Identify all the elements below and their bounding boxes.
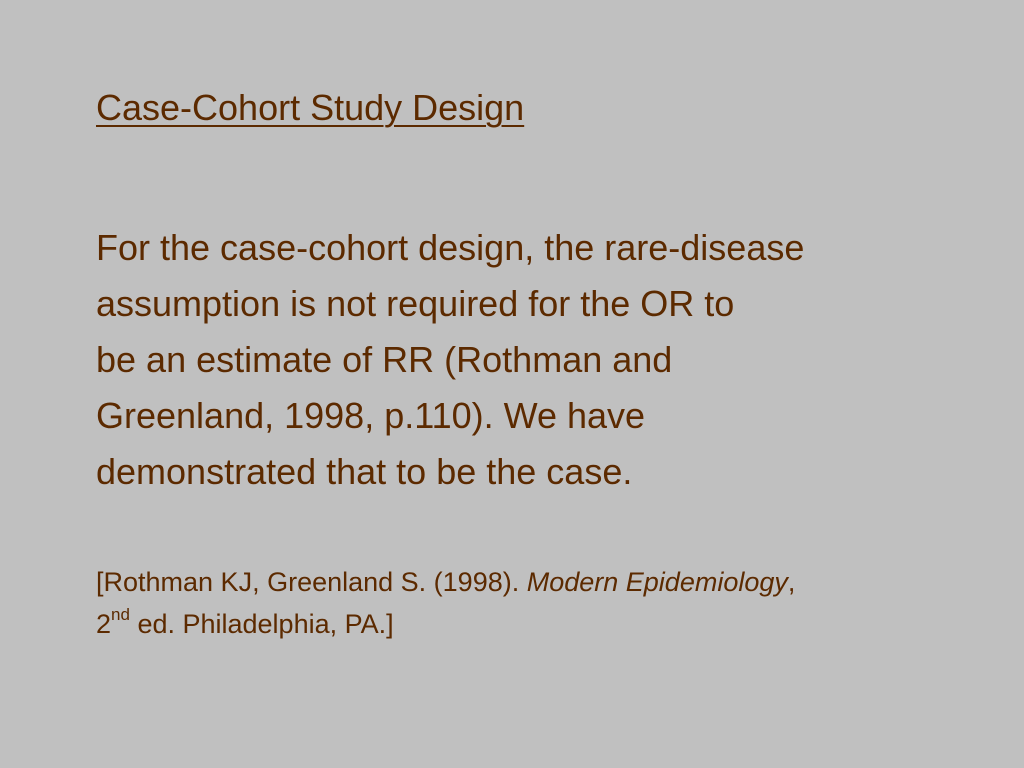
citation-edition-suffix: nd <box>111 605 130 624</box>
body-line-4: Greenland, 1998, p.110). We have <box>96 395 646 436</box>
citation-line-1 <box>96 561 996 603</box>
slide-title: Case-Cohort Study Design <box>96 87 525 128</box>
citation-line-2 <box>96 603 996 645</box>
body-line-2: assumption is not required for the OR to <box>96 283 735 324</box>
citation-edition-number: 2 <box>96 609 112 639</box>
citation-after-title: , <box>787 567 796 597</box>
citation-suffix: ed. Philadelphia, PA.] <box>129 609 394 639</box>
citation <box>96 561 996 645</box>
citation-prefix: [Rothman KJ, Greenland S. (1998). <box>96 567 527 597</box>
citation-book-title: Modern Epidemiology <box>526 567 788 597</box>
body-line-3: be an estimate of RR (Rothman and <box>96 339 673 380</box>
body-line-5: demonstrated that to be the case. <box>96 451 633 492</box>
body-line-1: For the case-cohort design, the rare-disease <box>96 227 805 268</box>
body-paragraph <box>96 220 996 500</box>
